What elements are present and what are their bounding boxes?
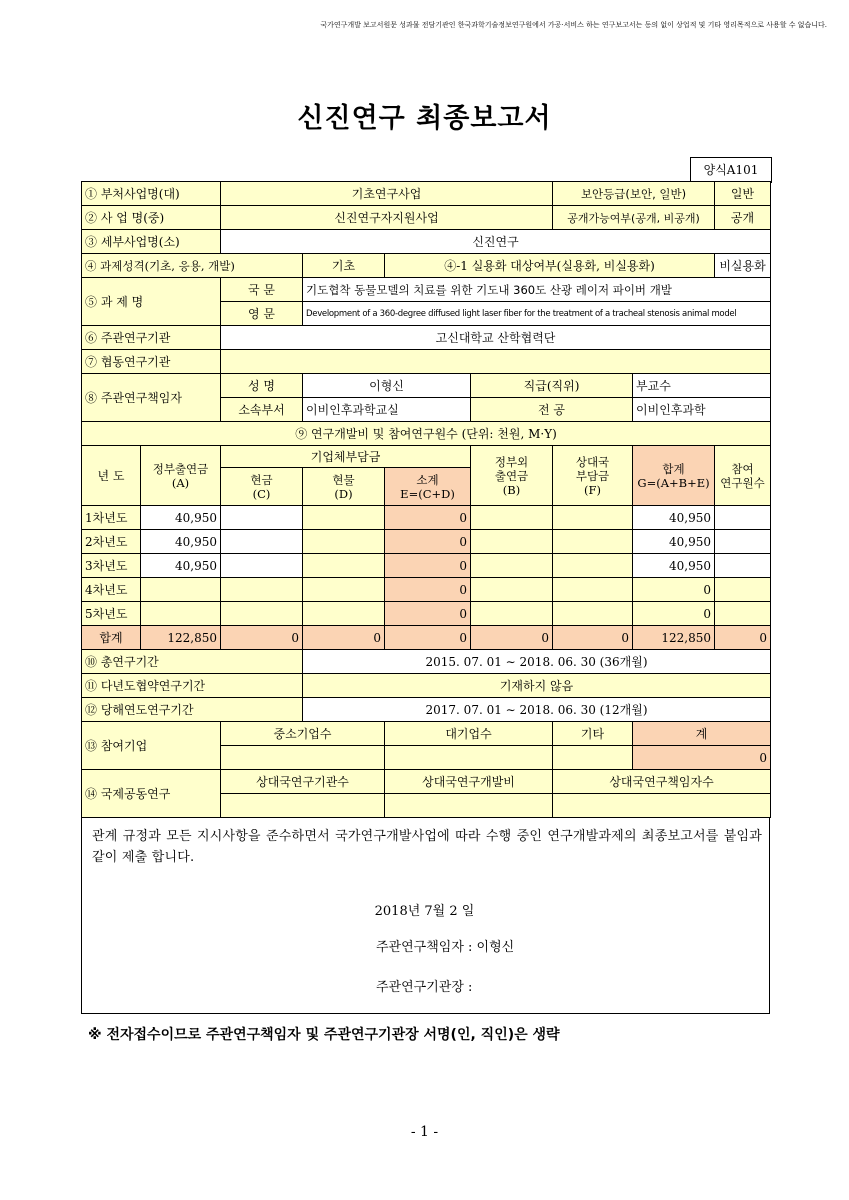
cell-subtotal: 0 xyxy=(385,554,471,578)
header-cash: 현금 (C) xyxy=(221,468,303,506)
label-pi-position: 직급(직위) xyxy=(471,374,633,398)
label-korean: 국 문 xyxy=(221,278,303,302)
cell-partner xyxy=(553,530,633,554)
cell-other xyxy=(471,554,553,578)
cell-researchers xyxy=(715,578,771,602)
label-pi-dept: 소속부서 xyxy=(221,398,303,422)
cell-total: 40,950 xyxy=(633,554,715,578)
cell-year: 합계 xyxy=(82,626,141,650)
value-intl-pis xyxy=(553,794,771,818)
cell-gov: 122,850 xyxy=(141,626,221,650)
value-publicity: 공개 xyxy=(715,206,771,230)
header-other: 정부외 출연금 (B) xyxy=(471,446,553,506)
header-subtotal: 소계 E=(C+D) xyxy=(385,468,471,506)
row-title-kr xyxy=(82,278,771,302)
label-department: ① 부처사업명(대) xyxy=(82,182,221,206)
signature-note: ※ 전자접수이므로 주관연구책임자 및 주관연구기관장 서명(인, 직인)은 생략 xyxy=(88,1027,560,1043)
header-sme: 중소기업수 xyxy=(221,722,385,746)
form-code: 양식A101 xyxy=(690,157,772,183)
row-project xyxy=(82,206,771,230)
cell-kind: 0 xyxy=(303,626,385,650)
value-lead-org: 고신대학교 산학협력단 xyxy=(221,326,771,350)
label-english: 영 문 xyxy=(221,302,303,326)
cell-researchers xyxy=(715,506,771,530)
value-project: 신진연구자지원사업 xyxy=(221,206,553,230)
budget-title: ⑨ 연구개발비 및 참여연구원수 (단위: 천원, M·Y) xyxy=(82,422,771,446)
label-pi: ⑧ 주관연구책임자 xyxy=(82,374,221,422)
cell-researchers: 0 xyxy=(715,626,771,650)
value-title-korean: 기도협착 동물모델의 치료를 위한 기도내 360도 산광 레이저 파이버 개발 xyxy=(303,278,771,302)
row-intl-header xyxy=(82,770,771,794)
cell-researchers xyxy=(715,530,771,554)
cell-partner xyxy=(553,602,633,626)
cell-total: 0 xyxy=(633,578,715,602)
table-row xyxy=(82,554,771,578)
cell-year: 5차년도 xyxy=(82,602,141,626)
declaration: 관계 규정과 모든 지시사항을 준수하면서 국가연구개발사업에 따라 수행 중인 연구개발과제의 최종보고서를 붙임과 같이 제출 합니다. xyxy=(92,829,762,865)
cell-year: 2차년도 xyxy=(82,530,141,554)
table-row xyxy=(82,506,771,530)
cell-total: 40,950 xyxy=(633,506,715,530)
cell-cash xyxy=(221,554,303,578)
row-total-period xyxy=(82,650,771,674)
label-coop-org: ⑦ 협동연구기관 xyxy=(82,350,221,374)
row-coop-org xyxy=(82,350,771,374)
responsible-researcher: 주관연구책임자 : 이형신 xyxy=(376,940,515,955)
value-pi-major: 이비인후과학 xyxy=(633,398,771,422)
header-kind: 현물 (D) xyxy=(303,468,385,506)
header-sum: 계 xyxy=(633,722,771,746)
table-row xyxy=(82,530,771,554)
cell-gov: 40,950 xyxy=(141,530,221,554)
header-intl-budget: 상대국연구개발비 xyxy=(385,770,553,794)
cell-partner xyxy=(553,554,633,578)
cell-kind xyxy=(303,506,385,530)
value-pi-position: 부교수 xyxy=(633,374,771,398)
cell-subtotal: 0 xyxy=(385,602,471,626)
value-security: 일반 xyxy=(715,182,771,206)
label-nature: ④ 과제성격(기초, 응용, 개발) xyxy=(82,254,303,278)
cell-kind xyxy=(303,554,385,578)
cell-subtotal: 0 xyxy=(385,626,471,650)
value-pi-name: 이형신 xyxy=(303,374,471,398)
cell-year: 4차년도 xyxy=(82,578,141,602)
value-intl-orgs xyxy=(221,794,385,818)
row-year-period xyxy=(82,698,771,722)
header-large: 대기업수 xyxy=(385,722,553,746)
label-practical: ④-1 실용화 대상여부(실용화, 비실용화) xyxy=(385,254,715,278)
cell-subtotal: 0 xyxy=(385,578,471,602)
header-partner: 상대국 부담금 (F) xyxy=(553,446,633,506)
copyright-notice: 국가연구개발 보고서원문 성과물 전담기관인 한국과학기술정보연구원에서 가공·서비스 하는 연구보고서는 동의 없이 상업적 및 기타 영리목적으로 사용할 수 없습니다. xyxy=(320,21,827,29)
cell-partner xyxy=(553,578,633,602)
label-publicity: 공개가능여부(공개, 비공개) xyxy=(553,206,715,230)
cell-year: 1차년도 xyxy=(82,506,141,530)
page-number: - 1 - xyxy=(410,1124,439,1140)
cell-researchers xyxy=(715,602,771,626)
header-researchers: 참여 연구원수 xyxy=(715,446,771,506)
label-multi-period: ⑪ 다년도협약연구기간 xyxy=(82,674,303,698)
cell-cash xyxy=(221,578,303,602)
cell-researchers xyxy=(715,554,771,578)
cell-kind xyxy=(303,578,385,602)
cell-gov: 40,950 xyxy=(141,554,221,578)
label-total-period: ⑩ 총연구기간 xyxy=(82,650,303,674)
cell-cash xyxy=(221,602,303,626)
cell-other xyxy=(471,602,553,626)
page-title: 신진연구 최종보고서 xyxy=(297,103,552,134)
cell-year: 3차년도 xyxy=(82,554,141,578)
header-intl-pis: 상대국연구책임자수 xyxy=(553,770,771,794)
header-total: 합계 G=(A+B+E) xyxy=(633,446,715,506)
cell-other xyxy=(471,530,553,554)
row-multi-period xyxy=(82,674,771,698)
value-multi-period: 기재하지 않음 xyxy=(303,674,771,698)
cell-other xyxy=(471,506,553,530)
value-sme xyxy=(221,746,385,770)
cell-kind xyxy=(303,530,385,554)
value-coop-org xyxy=(221,350,771,374)
cell-total: 40,950 xyxy=(633,530,715,554)
row-budget-title xyxy=(82,422,771,446)
cell-subtotal: 0 xyxy=(385,506,471,530)
row-nature xyxy=(82,254,771,278)
header-intl-orgs: 상대국연구기관수 xyxy=(221,770,385,794)
value-subproject: 신진연구 xyxy=(221,230,771,254)
value-practical: 비실용화 xyxy=(715,254,771,278)
cell-gov xyxy=(141,602,221,626)
header-etc: 기타 xyxy=(553,722,633,746)
value-total-period: 2015. 07. 01 ∼ 2018. 06. 30 (36개월) xyxy=(303,650,771,674)
report-form-table xyxy=(81,181,771,818)
institution-head: 주관연구기관장 : xyxy=(376,980,473,995)
cell-gov: 40,950 xyxy=(141,506,221,530)
value-pi-dept: 이비인후과학교실 xyxy=(303,398,471,422)
cell-other: 0 xyxy=(471,626,553,650)
cell-partner xyxy=(553,506,633,530)
value-year-period: 2017. 07. 01 ∼ 2018. 06. 30 (12개월) xyxy=(303,698,771,722)
cell-cash xyxy=(221,530,303,554)
table-row xyxy=(82,602,771,626)
cell-gov xyxy=(141,578,221,602)
label-pi-major: 전 공 xyxy=(471,398,633,422)
value-intl-budget xyxy=(385,794,553,818)
value-title-english: Development of a 360-degree diffused light laser fiber for the treatment of a tracheal stenosis animal model xyxy=(303,302,771,326)
row-lead-org xyxy=(82,326,771,350)
value-etc xyxy=(553,746,633,770)
label-project-title: ⑤ 과 제 명 xyxy=(82,278,221,326)
value-sum: 0 xyxy=(633,746,771,770)
row-subproject xyxy=(82,230,771,254)
cell-total: 122,850 xyxy=(633,626,715,650)
table-row xyxy=(82,578,771,602)
row-companies-header xyxy=(82,722,771,746)
label-pi-name: 성 명 xyxy=(221,374,303,398)
label-security: 보안등급(보안, 일반) xyxy=(553,182,715,206)
row-budget-header-1 xyxy=(82,446,771,468)
cell-cash xyxy=(221,506,303,530)
header-gov: 정부출연금 (A) xyxy=(141,446,221,506)
cell-total: 0 xyxy=(633,602,715,626)
row-department xyxy=(82,182,771,206)
submission-date: 2018년 7월 2 일 xyxy=(374,904,475,919)
value-large xyxy=(385,746,553,770)
header-year: 년 도 xyxy=(82,446,141,506)
value-nature: 기초 xyxy=(303,254,385,278)
table-row-sum xyxy=(82,626,771,650)
cell-kind xyxy=(303,602,385,626)
cell-partner: 0 xyxy=(553,626,633,650)
label-lead-org: ⑥ 주관연구기관 xyxy=(82,326,221,350)
row-pi-name xyxy=(82,374,771,398)
cell-subtotal: 0 xyxy=(385,530,471,554)
label-subproject: ③ 세부사업명(소) xyxy=(82,230,221,254)
label-project: ② 사 업 명(중) xyxy=(82,206,221,230)
cell-other xyxy=(471,578,553,602)
label-companies: ⑬ 참여기업 xyxy=(82,722,221,770)
label-year-period: ⑫ 당해연도연구기간 xyxy=(82,698,303,722)
header-corp: 기업체부담금 xyxy=(221,446,471,468)
value-department: 기초연구사업 xyxy=(221,182,553,206)
cell-cash: 0 xyxy=(221,626,303,650)
label-intl: ⑭ 국제공동연구 xyxy=(82,770,221,818)
